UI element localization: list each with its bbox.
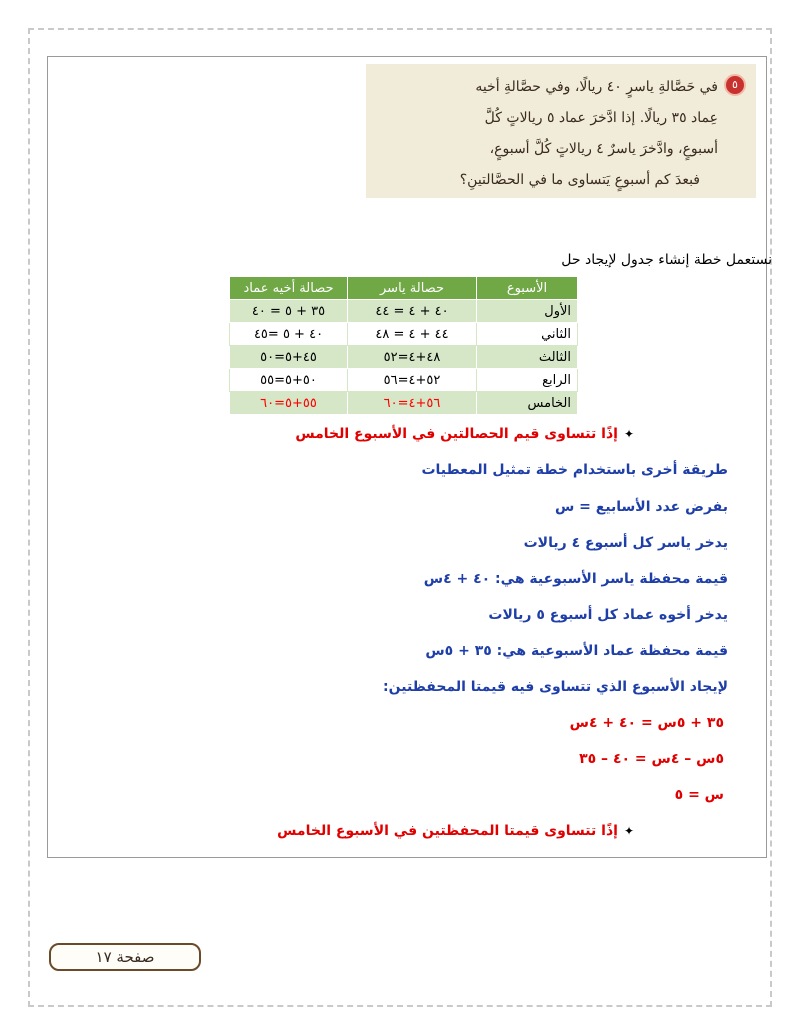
yasser-cell-highlight: ٥٦+٤=٦٠ — [348, 392, 477, 415]
week-cell: الرابع — [477, 369, 578, 392]
conclusion-2 — [277, 823, 634, 839]
week-cell: الثالث — [477, 346, 578, 369]
table-row — [230, 369, 578, 392]
yasser-saves-line: يدخر ياسر كل أسبوع ٤ ريالات — [523, 535, 728, 551]
table-row — [230, 392, 578, 415]
weeks-table — [229, 276, 578, 415]
plan-statement: نستعمل خطة إنشاء جدول لإيجاد حل — [561, 252, 772, 268]
diamond-icon: ✦ — [623, 427, 634, 441]
conclusion-1 — [295, 426, 634, 442]
week-cell: الخامس — [477, 392, 578, 415]
equation-2: ٥س – ٤س = ٤٠ – ٣٥ — [579, 751, 724, 767]
emad-cell-highlight: ٥٥+٥=٦٠ — [230, 392, 348, 415]
problem-number-badge: ٥ — [724, 74, 746, 96]
week-cell: الثاني — [477, 323, 578, 346]
conclusion-1-text: إذًا تتساوى قيم الحصالتين في الأسبوع الخامس — [295, 426, 618, 442]
emad-cell: ٤٠ + ٥ =٤٥ — [230, 323, 348, 346]
assume-line: بفرض عدد الأسابيع = س — [554, 499, 728, 515]
week-cell: الأول — [477, 300, 578, 323]
yasser-value-line: قيمة محفظة ياسر الأسبوعية هي: ٤٠ + ٤س — [423, 571, 728, 587]
header-emad: حصالة أخيه عماد — [230, 277, 348, 300]
problem-line-4: فبعدَ كم أسبوعٍ يَتساوى ما في الحصَّالتينِ؟ — [459, 172, 700, 188]
emad-cell: ٤٥+٥=٥٠ — [230, 346, 348, 369]
table-row — [230, 323, 578, 346]
equation-3: س = ٥ — [674, 787, 724, 803]
emad-value-line: قيمة محفظة عماد الأسبوعية هي: ٣٥ + ٥س — [425, 643, 728, 659]
yasser-cell: ٤٤ + ٤ = ٤٨ — [348, 323, 477, 346]
problem-line-1: في حَصَّالةِ ياسرٍ ٤٠ ريالًا، وفي حصَّالةِ أخيه — [475, 79, 718, 95]
method2-title: طريقة أخرى باستخدام خطة تمثيل المعطيات — [421, 462, 728, 478]
problem-line-2: عِماد ٣٥ ريالًا. إذا ادَّخرَ عماد ٥ ريالاتٍ كُلَّ — [484, 110, 718, 126]
find-week-line: لإيجاد الأسبوع الذي تتساوى فيه قيمتا المحفظتين: — [383, 679, 728, 695]
header-yasser: حصالة ياسر — [348, 277, 477, 300]
yasser-cell: ٤٠ + ٤ = ٤٤ — [348, 300, 477, 323]
emad-cell: ٥٠+٥=٥٥ — [230, 369, 348, 392]
problem-line-3: أسبوعٍ، وادَّخرَ ياسرٌ ٤ ريالاتٍ كُلَّ أسبوعٍ، — [489, 141, 718, 157]
page-number-tag: صفحة ١٧ — [49, 943, 201, 971]
conclusion-2-text: إذًا تتساوى قيمتا المحفظتين في الأسبوع الخامس — [277, 823, 618, 839]
emad-saves-line: يدخر أخوه عماد كل أسبوع ٥ ريالات — [488, 607, 728, 623]
header-week: الأسبوع — [477, 277, 578, 300]
table-row — [230, 300, 578, 323]
problem-box — [366, 64, 756, 198]
table-row — [230, 346, 578, 369]
yasser-cell: ٤٨+٤=٥٢ — [348, 346, 477, 369]
yasser-cell: ٥٢+٤=٥٦ — [348, 369, 477, 392]
diamond-icon: ✦ — [623, 824, 634, 838]
emad-cell: ٣٥ + ٥ = ٤٠ — [230, 300, 348, 323]
equation-1: ٣٥ + ٥س = ٤٠ + ٤س — [569, 715, 724, 731]
table-header-row — [230, 277, 578, 300]
